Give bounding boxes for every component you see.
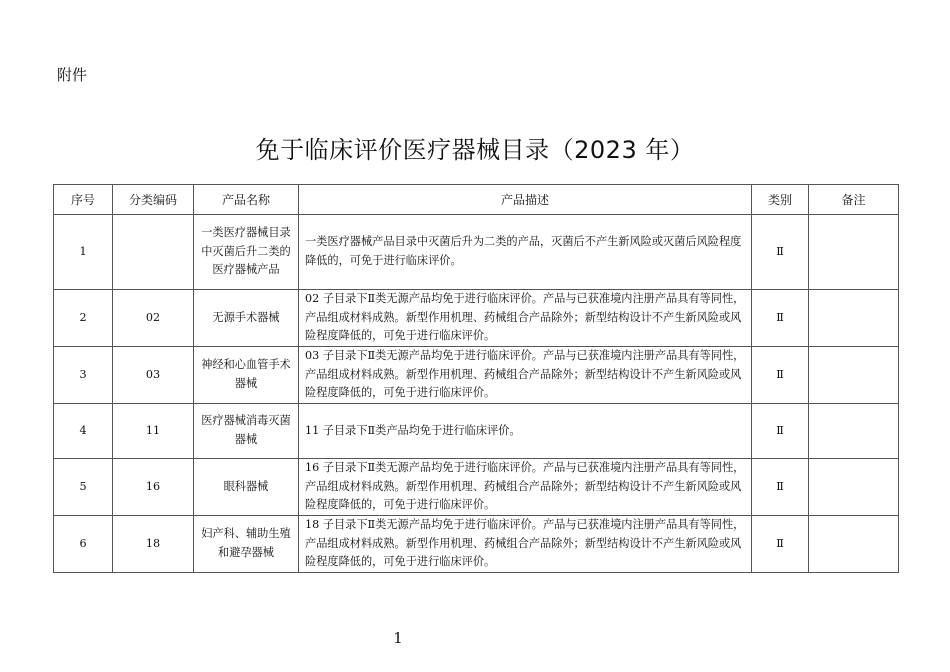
cell-index: 6 [54,516,113,573]
cell-name: 无源手术器械 [194,290,299,347]
cell-index: 5 [54,459,113,516]
cell-code: 16 [113,459,194,516]
attachment-label: 附件 [57,66,88,84]
cell-code: 11 [113,404,194,459]
header-index: 序号 [54,185,113,215]
cell-index: 2 [54,290,113,347]
page-number: 1 [393,629,403,647]
header-category: 类别 [752,185,809,215]
cell-remarks [809,215,899,290]
cell-description: 11 子目录下Ⅱ类产品均免于进行临床评价。 [299,404,752,459]
cell-name: 神经和心血管手术器械 [194,347,299,404]
cell-code: 18 [113,516,194,573]
header-name: 产品名称 [194,185,299,215]
cell-category: Ⅱ [752,347,809,404]
cell-index: 3 [54,347,113,404]
cell-description: 16 子目录下Ⅱ类无源产品均免于进行临床评价。产品与已获准境内注册产品具有等同性，产品组成材料成熟。新型作用机理、药械组合产品除外；新型结构设计不产生新风险或风险程度降低的，可免于进行临床评价。 [299,459,752,516]
table-row [54,459,899,516]
cell-index: 1 [54,215,113,290]
header-description: 产品描述 [299,185,752,215]
document-title: 免于临床评价医疗器械目录（2023 年） [255,136,695,164]
table-row [54,516,899,573]
header-code: 分类编码 [113,185,194,215]
cell-name: 眼科器械 [194,459,299,516]
cell-name: 医疗器械消毒灭菌器械 [194,404,299,459]
table-row [54,215,899,290]
cell-remarks [809,347,899,404]
table-row [54,404,899,459]
header-remarks: 备注 [809,185,899,215]
table-header-row [54,185,899,215]
cell-category: Ⅱ [752,404,809,459]
table-row [54,347,899,404]
cell-remarks [809,516,899,573]
cell-description: 03 子目录下Ⅱ类无源产品均免于进行临床评价。产品与已获准境内注册产品具有等同性，产品组成材料成熟。新型作用机理、药械组合产品除外；新型结构设计不产生新风险或风险程度降低的，可免于进行临床评价。 [299,347,752,404]
cell-description: 02 子目录下Ⅱ类无源产品均免于进行临床评价。产品与已获准境内注册产品具有等同性，产品组成材料成熟。新型作用机理、药械组合产品除外；新型结构设计不产生新风险或风险程度降低的，可免于进行临床评价。 [299,290,752,347]
cell-remarks [809,459,899,516]
cell-description: 一类医疗器械产品目录中灭菌后升为二类的产品，灭菌后不产生新风险或灭菌后风险程度降低的，可免于进行临床评价。 [299,215,752,290]
cell-category: Ⅱ [752,215,809,290]
cell-category: Ⅱ [752,516,809,573]
cell-category: Ⅱ [752,459,809,516]
cell-name: 一类医疗器械目录中灭菌后升二类的医疗器械产品 [194,215,299,290]
catalog-table [53,184,899,573]
cell-code: 03 [113,347,194,404]
cell-index: 4 [54,404,113,459]
cell-description: 18 子目录下Ⅱ类无源产品均免于进行临床评价。产品与已获准境内注册产品具有等同性，产品组成材料成熟。新型作用机理、药械组合产品除外；新型结构设计不产生新风险或风险程度降低的，可免于进行临床评价。 [299,516,752,573]
cell-code: 02 [113,290,194,347]
cell-name: 妇产科、辅助生殖和避孕器械 [194,516,299,573]
table-row [54,290,899,347]
cell-code [113,215,194,290]
cell-remarks [809,290,899,347]
cell-category: Ⅱ [752,290,809,347]
cell-remarks [809,404,899,459]
